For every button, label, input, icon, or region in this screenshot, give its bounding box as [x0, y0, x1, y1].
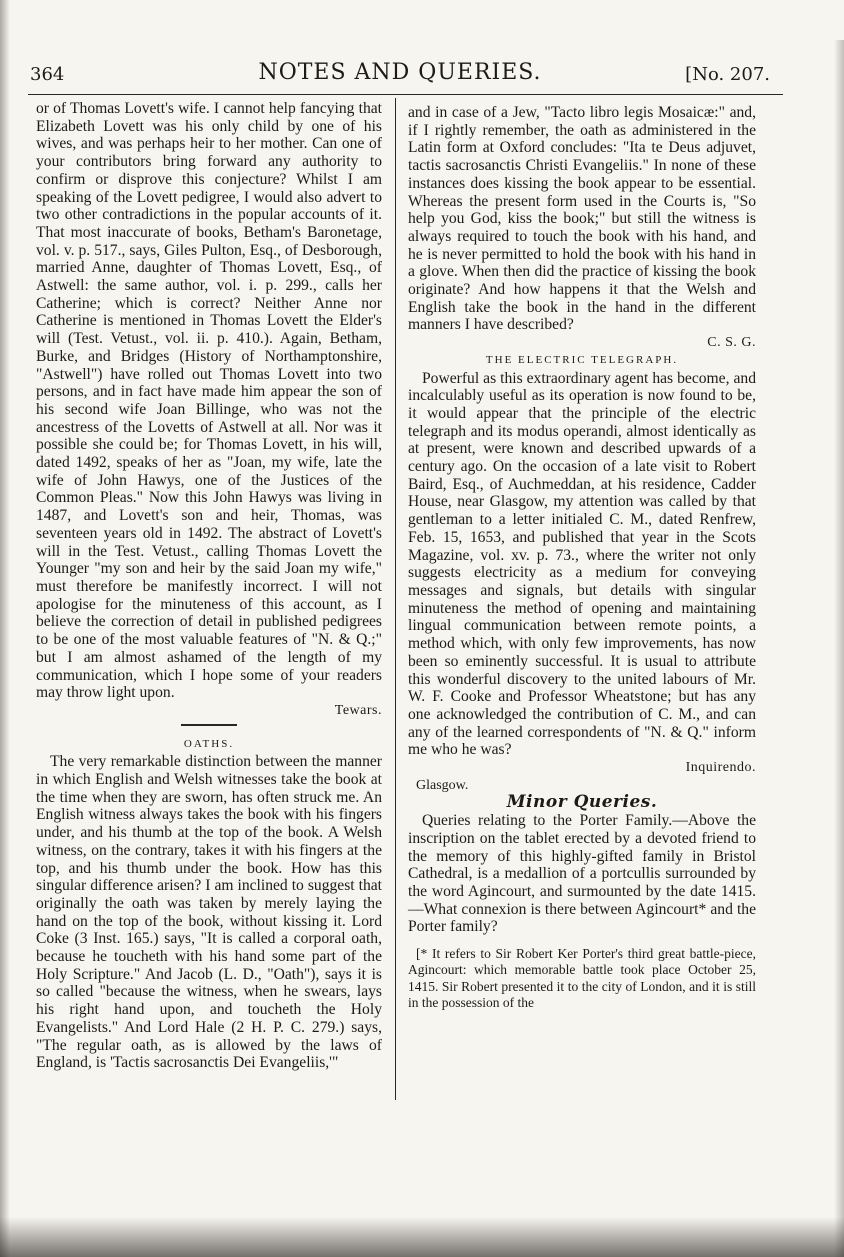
oaths-heading: OATHS.: [183, 737, 235, 750]
page-left-edge-shadow: [0, 0, 10, 1257]
page-right-edge-shadow: [834, 40, 844, 1257]
telegraph-heading: THE ELECTRIC TELEGRAPH.: [485, 353, 679, 366]
oaths-paragraph: The very remarkable distinction between the manner in which English and Welsh witnesses take the book at the time when they are sworn, has often struck me. An English witness always takes the book with his fingers under, and his thumb at the top of the book. A Welsh witness, on the contrary, takes it with his fingers at the top, and his thumb under the book. How has this singular difference arisen? I am inclined to suggest that originally the oath was taken by merely laying the hand on the top of the book, without kissing it. Lord Coke (3 Inst. 165.) says, "It is called a corporal oath, because he toucheth with his hand some part of the Holy Scripture." And Jacob (L. D., "Oath"), says it is so called "because the witness, when he swears, lays his right hand upon, and toucheth the Holy Evangelists." And Lord Hale (2 H. P. C. 279.) says, "The regular oath, as is allowed by the laws of England, is 'Tactis sacrosanctis Dei Evangeliis,'": [36, 753, 382, 1072]
right-column: [408, 104, 756, 1012]
header-rule: [28, 94, 783, 95]
section-separator: [181, 724, 237, 726]
page-header: [30, 60, 770, 96]
lovett-signature: [36, 702, 382, 720]
page-number: 364: [30, 64, 65, 85]
minor-queries-heading: Minor Queries.: [506, 792, 658, 813]
oaths-signature-text: C. S. G.: [707, 335, 756, 351]
column-divider: [395, 98, 396, 1100]
issue-number: [No. 207.: [685, 64, 770, 85]
oaths-continued-paragraph: and in case of a Jew, "Tacto libro legis Mosaicæ:" and, if I rightly remember, the oath as administered in the Latin form at Oxford concludes: "Ita te Deus adjuvet, tactis sacrosanctis Christi Evangeliis." In none of these instances does kissing the book appear to be essential. Whereas the present form used in the Courts is, "So help you God, kiss the book;" but still the witness is always required to touch the book with his hand, and he is never permitted to hold the book with his hand in a glove. When then did the practice of kissing the book originate? And how happens it that the Welsh and English take the book in the hand in the different manners I have described?: [408, 104, 756, 334]
telegraph-signature: [408, 759, 756, 777]
telegraph-signature-text: Inquirendo.: [685, 760, 756, 776]
page-bottom-shadow: [0, 1217, 844, 1257]
porter-paragraph: Queries relating to the Porter Family.—Above the inscription on the tablet erected by a devoted friend to the memory of this highly-gifted family in Bristol Cathedral, is a medallion of a portcullis surrounded by the word Agincourt, and surmounted by the date 1415.—What connexion is there between Agincourt* and the Porter family?: [408, 812, 756, 936]
left-column: [36, 100, 382, 1072]
porter-footnote: [* It refers to Sir Robert Ker Porter's third great battle-piece, Agincourt: which memorable battle took place October 25, 1415. Sir Robert presented it to the city of London, and it is still in the possession of the: [408, 946, 756, 1011]
journal-title: NOTES AND QUERIES.: [258, 60, 542, 85]
lovett-paragraph: or of Thomas Lovett's wife. I cannot help fancying that Elizabeth Lovett was his only child by one of his wives, and was perhaps heir to her mother. Can one of your contributors bring forward any authority to confirm or disprove this conjecture? Whilst I am speaking of the Lovett pedigree, I would also advert to two other contradictions in the popular accounts of it. That most inaccurate of books, Betham's Baronetage, vol. v. p. 517., says, Giles Pulton, Esq., of Desborough, married Anne, daughter of Thomas Lovett, Esq., of Astwell: the same author, vol. i. p. 299., calls her Catherine; which is correct? Neither Anne nor Catherine is mentioned in Thomas Lovett the Elder's will (Test. Vetust., vol. ii. p. 410.). Again, Betham, Burke, and Bridges (History of Northamptonshire, "Astwell") have rolled out Thomas Lovett into two persons, and in fact have made him appear the son of his second wife Joan Billinge, who was not the ancestress of the Lovetts of Astwell at all. Nor was it possible she could be; for Thomas Lovett, in his will, dated 1492, speaks of her as "Joan, my wife, late the wife of John Hawys, one of the Justices of the Common Pleas." Now this John Hawys was living in 1487, and Lovett's son and heir, Thomas, was seventeen years old in 1492. The abstract of Lovett's will in the Test. Vetust., calling Thomas Lovett the Younger "my son and heir by the said Joan my wife," must therefore be manifestly incorrect. I will not apologise for the minuteness of this account, as I believe the correction of detail in published pedigrees to be one of the most valuable features of "N. & Q.;" but I am almost ashamed of the length of my communication, which I hope some of your readers may throw light upon.: [36, 100, 382, 702]
oaths-signature: [408, 334, 756, 352]
lovett-signature-text: Tewars.: [334, 702, 382, 718]
telegraph-paragraph: Powerful as this extraordinary agent has become, and incalculably useful as its operation is now found to be, it would appear that the principle of the electric telegraph and its modus operandi, almost identically as at present, were known and described upwards of a century ago. On the occasion of a late visit to Robert Baird, Esq., of Auchmeddan, at his residence, Cadder House, near Glasgow, my attention was called by that gentleman to a letter initialed C. M., dated Renfrew, Feb. 15, 1653, and published that year in the Scots Magazine, vol. xv. p. 73., where the writer not only suggests electricity as a medium for conveying messages and signals, but details with singular minuteness the method of opening and maintaining lingual communication between remote points, a method which, with only few improvements, has now been so eminently successful. It is usual to attribute this wonderful discovery to the united labours of Mr. W. F. Cooke and Professor Wheatstone; but has any one acknowledged the contribution of C. M., and can any of the learned correspondents of "N. & Q." inform me who he was?: [408, 369, 756, 759]
telegraph-place: Glasgow.: [416, 777, 469, 793]
